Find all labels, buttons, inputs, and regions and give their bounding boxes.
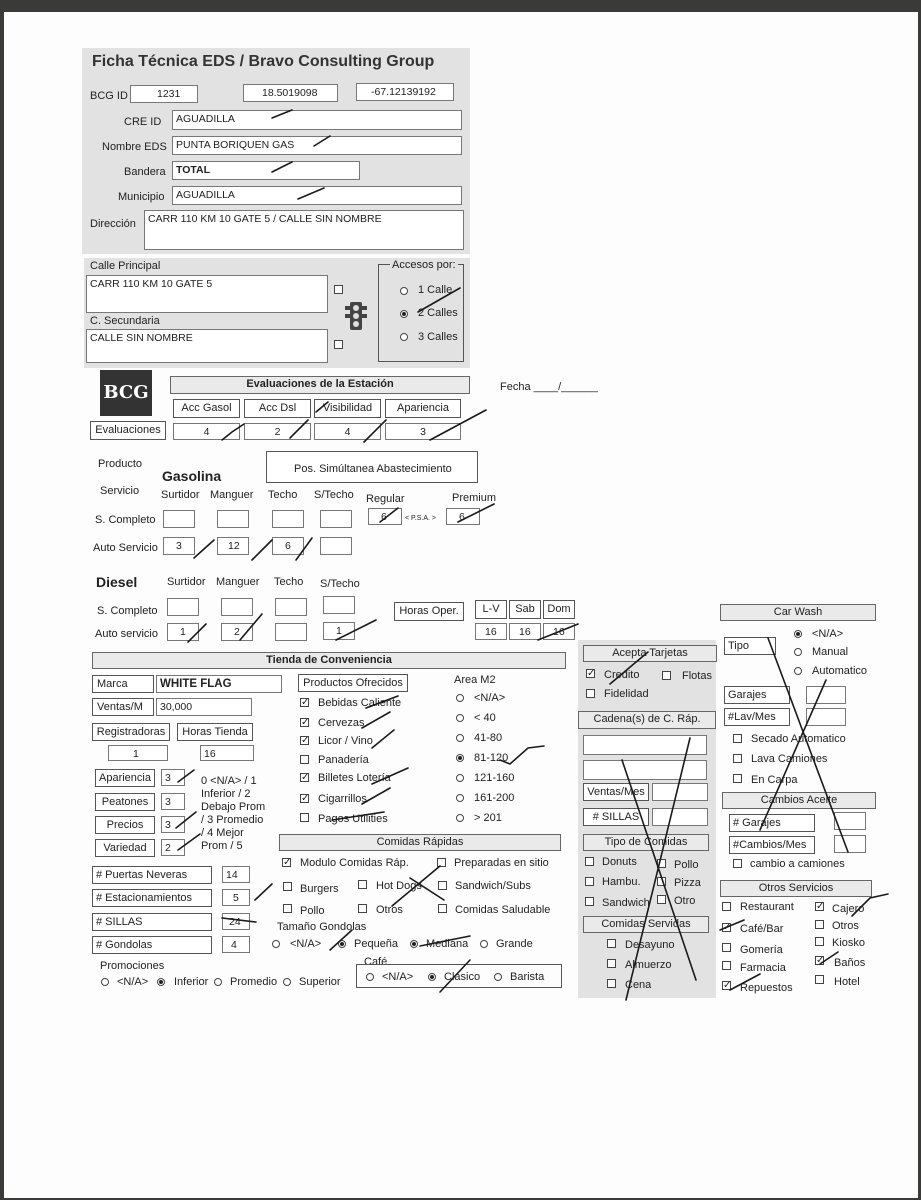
area-200-label: 161-200: [474, 792, 515, 804]
comida-preparadas-checkbox[interactable]: [437, 858, 446, 867]
cafe-barista-radio[interactable]: [494, 973, 502, 981]
tarjeta-credito-label: Credito: [604, 669, 640, 681]
otros-gomeria-checkbox[interactable]: [722, 943, 731, 952]
dsl-col-stecho: S/Techo: [320, 578, 360, 590]
gas-col-stecho: S/Techo: [314, 489, 354, 501]
dsl-auto-techo[interactable]: [275, 623, 307, 641]
calle-secundaria-field[interactable]: CALLE SIN NOMBRE: [86, 329, 328, 363]
gondola-pequena-label: Pequeña: [354, 938, 399, 950]
garajes-label: Garajes: [724, 686, 790, 704]
comida-sandwich-checkbox[interactable]: [438, 881, 447, 890]
accesos-1-label: 1 Calle: [418, 284, 453, 296]
registradoras-label: Registradoras: [92, 723, 170, 741]
gas-auto-surtidor[interactable]: 3: [163, 537, 195, 555]
productos-ofrecidos-header: Productos Ofrecidos: [298, 674, 408, 692]
direccion-label: Dirección: [90, 218, 136, 230]
comidas-servidas-header: Comidas Servidas: [583, 916, 709, 933]
otros-kiosko-checkbox[interactable]: [815, 937, 824, 946]
cre-id-field[interactable]: AGUADILLA: [172, 110, 462, 130]
cadena-sillas-label: # SILLAS: [583, 808, 649, 826]
calle-principal-label: Calle Principal: [90, 260, 161, 272]
servida-desayuno-checkbox[interactable]: [607, 939, 616, 948]
prod-loteria-label: Billetes Lotería: [318, 772, 391, 784]
cadena-ventas-label: Ventas/Mes: [583, 783, 649, 801]
rating-peatones-label: Peatones: [95, 793, 155, 811]
gasolina-title: Gasolina: [162, 468, 222, 484]
municipio-label: Municipio: [118, 191, 165, 203]
comida-preparadas-label: Preparadas en sitio: [454, 857, 549, 869]
dsl-completo-manguer[interactable]: [221, 598, 253, 616]
cafe-na-radio[interactable]: [366, 973, 374, 981]
horas-sab-col: Sab: [509, 600, 541, 619]
cafe-na-label: <N/A>: [382, 971, 414, 983]
promociones-label: Promociones: [100, 960, 165, 972]
prod-utilities-checkbox[interactable]: [300, 813, 309, 822]
pos-simultanea-label: Pos. Simúltanea Abastecimiento: [294, 463, 452, 475]
cw-lava-label: Lava Camiones: [751, 753, 828, 765]
promo-na-label: <N/A>: [117, 976, 149, 988]
regular-label: Regular: [366, 493, 405, 505]
gas-completo-techo[interactable]: [272, 510, 304, 528]
acc-gasol-value[interactable]: 4: [173, 423, 240, 440]
otros-hotel-checkbox[interactable]: [815, 975, 824, 984]
horas-dom-col: Dom: [543, 600, 575, 619]
otros-hotel-label: Hotel: [834, 976, 860, 988]
cw-carpa-label: En Carpa: [751, 774, 798, 786]
horas-sab-value[interactable]: 16: [509, 623, 541, 640]
prod-cervezas-checkbox[interactable]: ✓: [301, 717, 310, 728]
gas-completo-manguer[interactable]: [217, 510, 249, 528]
promo-promedio-label: Promedio: [230, 976, 278, 988]
gas-completo-stecho[interactable]: [320, 510, 352, 528]
rating-precios-label: Precios: [95, 816, 155, 834]
puertas-neveras-label: # Puertas Neveras: [92, 866, 212, 884]
lav-mes-field[interactable]: [806, 708, 846, 726]
prod-cigarrillos-label: Cigarrillos: [318, 793, 367, 805]
tarjeta-fidelidad-label: Fidelidad: [604, 688, 649, 700]
cw-lava-checkbox[interactable]: [733, 754, 742, 763]
dsl-completo-stecho[interactable]: [323, 596, 355, 614]
accesos-1-radio[interactable]: [400, 287, 408, 295]
lav-mes-label: #Lav/Mes: [724, 708, 790, 726]
gondola-mediana-label: Mediana: [426, 938, 469, 950]
dsl-auto-stecho[interactable]: 1: [323, 622, 355, 640]
gondolas-label: # Gondolas: [92, 936, 212, 954]
horas-lv-value[interactable]: 16: [475, 623, 507, 640]
cadena-field-2[interactable]: [583, 760, 707, 780]
apariencia-value[interactable]: 3: [385, 423, 461, 440]
promo-promedio-radio[interactable]: [214, 978, 222, 986]
tamano-gondolas-label: Tamaño Gondolas: [277, 921, 367, 933]
otros-repuestos-checkbox[interactable]: ✓: [723, 980, 732, 991]
carwash-auto-label: Automatico: [812, 665, 868, 677]
gas-auto-techo[interactable]: 6: [272, 537, 304, 555]
bcg-logo-text: BCG: [103, 382, 149, 403]
dsl-completo-techo[interactable]: [275, 598, 307, 616]
gas-completo-surtidor[interactable]: [163, 510, 195, 528]
legend-line-4: / 3 Promedio: [201, 814, 264, 826]
comida-burgers-label: Burgers: [300, 883, 339, 895]
aceite-camiones-label: cambio a camiones: [750, 858, 845, 870]
cadena-header: Cadena(s) de C. Ráp.: [578, 711, 716, 729]
comida-pollo-label: Pollo: [300, 905, 325, 917]
tipo-otro-label: Otro: [674, 895, 696, 907]
area-40-radio[interactable]: [456, 714, 464, 722]
servida-cena-label: Cena: [625, 979, 652, 991]
dsl-completo-surtidor[interactable]: [167, 598, 199, 616]
bcg-logo: [100, 370, 152, 416]
tarjeta-fidelidad-checkbox[interactable]: [586, 689, 595, 698]
evaluaciones-button[interactable]: Evaluaciones: [90, 421, 166, 440]
aceite-cambios-field[interactable]: [834, 835, 866, 853]
cafe-barista-label: Barista: [510, 971, 545, 983]
area-120-label: 81-120: [474, 752, 509, 764]
servida-cena-checkbox[interactable]: [607, 979, 616, 988]
rating-variedad-label: Variedad: [95, 839, 155, 857]
tipo-pizza-checkbox[interactable]: [657, 877, 666, 886]
carwash-na-radio[interactable]: [794, 630, 802, 638]
area-120-radio[interactable]: [456, 754, 464, 762]
comida-hotdogs-label: Hot Dogs: [376, 880, 422, 892]
tipo-pollo-label: Pollo: [674, 859, 699, 871]
otros-otros-checkbox[interactable]: [815, 920, 824, 929]
premium-value[interactable]: 6: [446, 508, 480, 525]
area-201-label: > 201: [474, 812, 502, 824]
rating-variedad-value[interactable]: 2: [161, 839, 185, 856]
servicio-label: Servicio: [100, 485, 140, 497]
cw-carpa-checkbox[interactable]: [733, 774, 742, 783]
sillas-label: # SILLAS: [92, 913, 212, 931]
premium-label: Premium: [452, 492, 497, 504]
cadena-ventas-field[interactable]: [652, 783, 708, 801]
longitude-field[interactable]: -67.12139192: [356, 83, 454, 101]
gondola-na-radio[interactable]: [272, 940, 280, 948]
otros-cafebar-label: Café/Bar: [740, 923, 784, 935]
prod-loteria-checkbox[interactable]: ✓: [301, 772, 310, 783]
diesel-title: Diesel: [96, 574, 138, 590]
area-160-label: 121-160: [474, 772, 515, 784]
visibilidad-col: Visibilidad: [314, 399, 381, 418]
area-80-label: 41-80: [474, 732, 503, 744]
rating-apariencia-label: Apariencia: [95, 769, 155, 787]
comida-modulo-checkbox[interactable]: ✓: [283, 857, 292, 868]
area-201-radio[interactable]: [456, 814, 464, 822]
s-completo-gas-label: S. Completo: [95, 514, 156, 526]
gondola-grande-label: Grande: [496, 938, 533, 950]
estacionamientos-value[interactable]: 5: [222, 889, 250, 906]
prod-cigarrillos-checkbox[interactable]: ✓: [301, 793, 310, 804]
comida-burgers-checkbox[interactable]: [283, 882, 292, 891]
horas-tienda-label: Horas Tienda: [177, 723, 253, 741]
prod-licor-checkbox[interactable]: ✓: [301, 735, 310, 746]
comidas-rapidas-header: Comidas Rápidas: [279, 834, 561, 851]
tipo-hambu-checkbox[interactable]: [585, 877, 594, 886]
prod-bebidas-label: Bebidas Caliente: [318, 697, 402, 709]
horas-oper-button[interactable]: Horas Oper.: [394, 602, 464, 621]
auto-servicio-dsl-label: Auto servicio: [95, 628, 158, 640]
promo-na-radio[interactable]: [101, 978, 109, 986]
bcg-id-field[interactable]: 1231: [130, 85, 198, 103]
gas-col-techo: Techo: [268, 489, 298, 501]
aceite-garajes-label: # Garajes: [729, 814, 815, 832]
otros-banos-label: Baños: [834, 957, 866, 969]
cadena-field-1[interactable]: [583, 735, 707, 755]
puertas-neveras-value[interactable]: 14: [222, 866, 250, 883]
comida-otros-checkbox[interactable]: [358, 904, 367, 913]
rating-apariencia-value[interactable]: 3: [161, 769, 185, 786]
secundaria-checkbox[interactable]: [334, 340, 343, 349]
otros-cafebar-checkbox[interactable]: ✓: [723, 922, 732, 933]
bcg-id-label: BCG ID: [90, 90, 128, 102]
sillas-value[interactable]: 24: [222, 913, 250, 930]
tipo-comidas-header: Tipo de Comidas: [583, 834, 709, 851]
promo-superior-label: Superior: [299, 976, 341, 988]
dsl-col-surtidor: Surtidor: [167, 576, 206, 588]
legend-line-3: Debajo Prom: [201, 801, 266, 813]
auto-servicio-gas-label: Auto Servicio: [93, 542, 158, 554]
tipo-hambu-label: Hambu.: [602, 876, 641, 888]
prod-panaderia-label: Panadería: [318, 754, 369, 766]
otros-servicios-header: Otros Servicios: [720, 880, 872, 897]
rating-peatones-value[interactable]: 3: [161, 793, 185, 810]
dsl-col-techo: Techo: [274, 576, 304, 588]
prod-panaderia-checkbox[interactable]: [300, 755, 309, 764]
otros-cajero-label: Cajero: [832, 903, 865, 915]
tipo-pizza-label: Pizza: [674, 877, 701, 889]
rating-precios-value[interactable]: 3: [161, 816, 185, 833]
accesos-2-label: 2 Calles: [418, 307, 458, 319]
marca-field[interactable]: WHITE FLAG: [156, 675, 282, 693]
ventas-field[interactable]: 30,000: [156, 698, 252, 716]
registradoras-field[interactable]: 1: [108, 745, 168, 761]
cambios-aceite-header: Cambios Aceite: [722, 792, 876, 809]
tipo-donuts-label: Donuts: [602, 856, 637, 868]
producto-label: Producto: [98, 458, 143, 470]
comida-otros-label: Otros: [376, 904, 403, 916]
dsl-auto-surtidor[interactable]: 1: [167, 623, 199, 641]
servida-desayuno-label: Desayuno: [625, 939, 675, 951]
tipo-pollo-checkbox[interactable]: [657, 859, 666, 868]
gondola-mediana-radio[interactable]: [410, 940, 418, 948]
aceite-garajes-field[interactable]: [834, 812, 866, 830]
comida-saludable-label: Comidas Saludable: [455, 904, 551, 916]
gas-auto-stecho[interactable]: [320, 537, 352, 555]
legend-line-2: Inferior / 2: [201, 788, 251, 800]
marca-label: Marca: [92, 675, 154, 693]
fecha-label: Fecha ____/______: [500, 381, 598, 393]
legend-line-6: Prom / 5: [201, 840, 243, 852]
gondola-na-label: <N/A>: [290, 938, 322, 950]
acc-dsl-col: Acc Dsl: [244, 399, 311, 418]
bandera-field[interactable]: TOTAL: [172, 161, 360, 180]
otros-banos-checkbox[interactable]: ✓: [816, 955, 825, 966]
regular-value[interactable]: 6: [368, 508, 402, 525]
garajes-field[interactable]: [806, 686, 846, 704]
accesos-3-label: 3 Calles: [418, 331, 458, 343]
otros-farmacia-label: Farmacia: [740, 962, 786, 974]
gondola-pequena-radio[interactable]: [338, 940, 346, 948]
acc-dsl-value[interactable]: 2: [244, 423, 311, 440]
otros-kiosko-label: Kiosko: [832, 937, 866, 949]
municipio-field[interactable]: AGUADILLA: [172, 186, 462, 205]
cw-secado-label: Secado Automatico: [751, 733, 846, 745]
otros-repuestos-label: Repuestos: [740, 982, 793, 994]
otros-restaurant-checkbox[interactable]: [722, 902, 731, 911]
area-200-radio[interactable]: [456, 794, 464, 802]
otros-restaurant-label: Restaurant: [740, 901, 794, 913]
comida-modulo-label: Modulo Comidas Ráp.: [300, 857, 409, 869]
cadena-sillas-field[interactable]: [652, 808, 708, 826]
carwash-auto-radio[interactable]: [794, 667, 802, 675]
area-na-label: <N/A>: [474, 692, 506, 704]
cw-secado-checkbox[interactable]: [733, 734, 742, 743]
principal-checkbox[interactable]: [334, 285, 343, 294]
cafe-clasico-label: Clasico: [444, 971, 481, 983]
area-m2-label: Area M2: [454, 674, 496, 686]
horas-lv-col: L-V: [475, 600, 507, 619]
legend-line-1: 0 <N/A> / 1: [201, 775, 257, 787]
carwash-manual-label: Manual: [812, 646, 849, 658]
gas-col-surtidor: Surtidor: [161, 489, 200, 501]
gondolas-value[interactable]: 4: [222, 936, 250, 953]
tipo-otro-checkbox[interactable]: [657, 895, 666, 904]
servida-almuerzo-checkbox[interactable]: [607, 959, 616, 968]
cafe-label: Café: [364, 956, 388, 968]
aceite-cambios-label: #Cambios/Mes: [729, 836, 815, 854]
accesos-2-radio[interactable]: [400, 310, 408, 318]
prod-bebidas-checkbox[interactable]: ✓: [301, 697, 310, 708]
apariencia-col: Apariencia: [385, 399, 461, 418]
otros-cajero-checkbox[interactable]: ✓: [816, 901, 825, 912]
cre-id-label: CRE ID: [124, 116, 162, 128]
nombre-eds-field[interactable]: PUNTA BORIQUEN GAS: [172, 136, 462, 155]
dsl-col-manguer: Manguer: [216, 576, 260, 588]
gondola-grande-radio[interactable]: [480, 940, 488, 948]
gas-col-manguer: Manguer: [210, 489, 254, 501]
prod-cervezas-label: Cervezas: [318, 717, 365, 729]
tarjeta-flotas-label: Flotas: [682, 670, 712, 682]
estacionamientos-label: # Estacionamientos: [92, 889, 212, 907]
cafe-clasico-radio[interactable]: [428, 973, 436, 981]
servida-almuerzo-label: Almuerzo: [625, 959, 672, 971]
area-80-radio[interactable]: [456, 734, 464, 742]
comida-sandwich-label: Sandwich/Subs: [455, 880, 531, 892]
carwash-manual-radio[interactable]: [794, 648, 802, 656]
tarjeta-credito-checkbox[interactable]: ✓: [587, 668, 596, 679]
ventas-label: Ventas/M: [92, 698, 154, 716]
latitude-field[interactable]: 18.5019098: [243, 84, 338, 102]
acc-gasol-col: Acc Gasol: [173, 399, 240, 418]
promo-inferior-label: Inferior: [174, 976, 209, 988]
evaluaciones-header: Evaluaciones de la Estación: [170, 376, 470, 394]
otros-farmacia-checkbox[interactable]: [722, 961, 731, 970]
car-wash-header: Car Wash: [720, 604, 876, 621]
horas-dom-value[interactable]: 16: [543, 623, 575, 640]
form-title: Ficha Técnica EDS / Bravo Consulting Group: [92, 53, 435, 70]
tipo-sandwich-checkbox[interactable]: [585, 897, 594, 906]
area-160-radio[interactable]: [456, 774, 464, 782]
carwash-na-label: <N/A>: [812, 628, 844, 640]
direccion-field[interactable]: CARR 110 KM 10 GATE 5 / CALLE SIN NOMBRE: [144, 210, 464, 250]
prod-utilities-label: Pagos Utilities: [318, 813, 388, 825]
accesos-3-radio[interactable]: [400, 333, 408, 341]
tipo-sandwich-label: Sandwich: [602, 897, 650, 909]
carwash-tipo-label: Tipo: [724, 637, 776, 655]
aceite-camiones-checkbox[interactable]: [733, 859, 742, 868]
otros-otros-label: Otros: [832, 920, 859, 932]
nombre-eds-label: Nombre EDS: [102, 141, 167, 153]
prod-licor-label: Licor / Vino: [318, 735, 373, 747]
promo-inferior-radio[interactable]: [157, 978, 165, 986]
horas-tienda-field[interactable]: 16: [200, 745, 254, 761]
comida-saludable-checkbox[interactable]: [438, 904, 447, 913]
calle-principal-field[interactable]: CARR 110 KM 10 GATE 5: [86, 275, 328, 313]
psa-label: < P.S.A. >: [405, 515, 437, 522]
tarjeta-flotas-checkbox[interactable]: [662, 671, 671, 680]
s-completo-dsl-label: S. Completo: [97, 605, 158, 617]
dsl-auto-manguer[interactable]: 2: [221, 623, 253, 641]
gas-auto-manguer[interactable]: 12: [217, 537, 249, 555]
promo-superior-radio[interactable]: [283, 978, 291, 986]
traffic-light-icon: [343, 300, 369, 334]
area-na-radio[interactable]: [456, 694, 464, 702]
calle-secundaria-label: C. Secundaria: [90, 315, 160, 327]
comida-hotdogs-checkbox[interactable]: [358, 880, 367, 889]
tienda-header: Tienda de Conveniencia: [92, 652, 566, 669]
area-40-label: < 40: [474, 712, 496, 724]
bandera-label: Bandera: [124, 166, 166, 178]
acepta-tarjetas-header: Acepta Tarjetas: [583, 645, 717, 662]
tipo-donuts-checkbox[interactable]: [585, 857, 594, 866]
comida-pollo-checkbox[interactable]: [283, 904, 292, 913]
accesos-label: Accesos por:: [392, 259, 456, 271]
visibilidad-value[interactable]: 4: [314, 423, 381, 440]
otros-gomeria-label: Gomería: [740, 944, 783, 956]
legend-line-5: / 4 Mejor: [201, 827, 244, 839]
